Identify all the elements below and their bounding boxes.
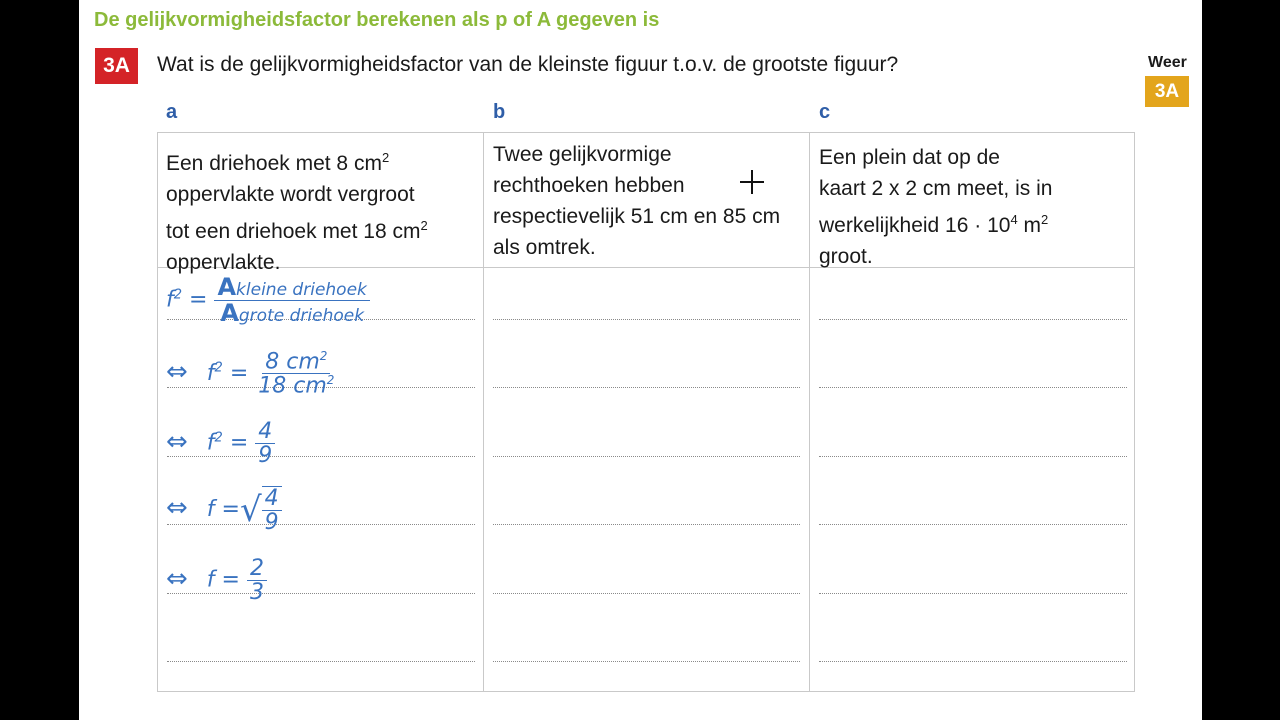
solution-step-4: ⇔ f =√ $\frac{4}{9}$: [166, 486, 282, 534]
prompt-c: Een plein dat op de kaart 2 x 2 cm meet, is in werkelijkheid $16 \cdot 10^4$ $m^2$ groot.: [819, 146, 1053, 268]
solution-step-2: ⇔ $f^2$ = $\frac{8 cm^2}{18 cm^2}$: [166, 349, 335, 399]
exercise-question: Wat is de gelijkvormigheidsfactor van de kleinste figuur t.o.v. de grootste figuur?: [157, 53, 899, 76]
prompt-b: Twee gelijkvormige rechthoeken hebben respectievelijk 51 cm en 85 cm als omtrek.: [493, 143, 781, 259]
mouse-cursor-crosshair: [740, 170, 764, 194]
exercise-badge: 3A: [95, 48, 138, 84]
prompt-a: Een driehoek met 8 $cm^2$ oppervlakte wordt vergroot tot een driehoek met 18 $cm^2$ oppervlakte.: [166, 150, 428, 274]
solution-step-1: $f^2$ = $\frac{\text{Akleine driehoek}}{\text{Agrote driehoek}}$: [166, 275, 370, 326]
column-divider: [809, 132, 810, 692]
column-letter-a: a: [166, 101, 178, 123]
solution-step-3: ⇔ $f^2$ = $\frac{4}{9}$: [166, 420, 275, 467]
column-divider: [483, 132, 484, 692]
solution-step-5: ⇔ f = $\frac{2}{3}$: [166, 557, 267, 604]
column-letter-c: c: [819, 101, 831, 123]
weer-badge: 3A: [1145, 76, 1189, 107]
column-letter-b: b: [493, 101, 506, 123]
page-heading: De gelijkvormigheidsfactor berekenen als p of A gegeven is: [94, 9, 660, 31]
weer-label: Weer: [1148, 54, 1187, 71]
